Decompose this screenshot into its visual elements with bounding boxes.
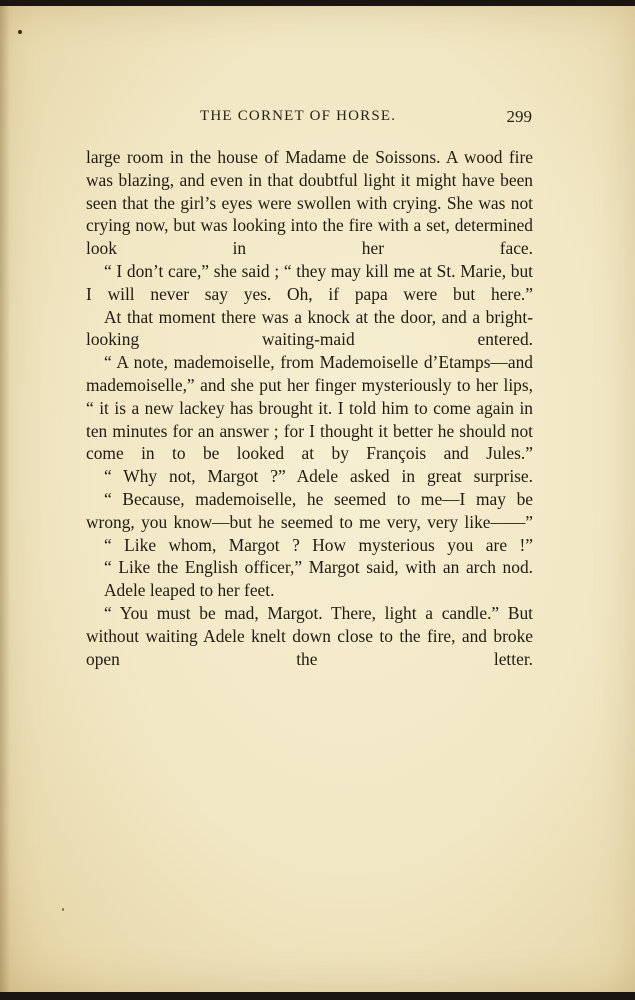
paragraph: Adele leaped to her feet. bbox=[104, 580, 275, 601]
paragraph: “ A note, mademoiselle, from Mademoiselle d’Etamps—and mademoiselle,” and she put her finger mysteriously to her lips, “ it is a new lackey has brought it. I told him to come again in ten minutes for an answer ; for I thought it better he should not come in to be looked at by François and Jules.” bbox=[86, 352, 533, 464]
paper-speck bbox=[62, 908, 64, 911]
paragraph: “ Like the English officer,” Margot said, with an arch nod. bbox=[104, 557, 533, 578]
running-head: THE CORNET OF HORSE. bbox=[200, 108, 397, 124]
body-text bbox=[86, 146, 533, 670]
paragraph: “ Why not, Margot ?” Adele asked in great surprise. bbox=[104, 466, 533, 487]
paragraph: “ You must be mad, Margot. There, light a candle.” But without waiting Adele knelt down close to the fire, and broke open the letter. bbox=[86, 602, 533, 669]
book-page bbox=[0, 6, 635, 992]
page-header bbox=[86, 108, 532, 132]
paragraph: “ Because, mademoiselle, he seemed to me—I may be wrong, you know—but he seemed to me very, very like——” bbox=[86, 488, 533, 532]
paragraph: large room in the house of Madame de Soissons. A wood fire was blazing, and even in that doubtful light it might have been seen that the girl’s eyes were swollen with crying. She was not crying now, but was looking into the fire with a set, determined look in her face. bbox=[86, 147, 533, 259]
paragraph: “ Like whom, Margot ? How mysterious you are !” bbox=[104, 534, 533, 555]
paper-speck bbox=[18, 30, 22, 34]
paragraph: “ I don’t care,” she said ; “ they may kill me at St. Marie, but I will never say yes. Oh, if papa were but here.” bbox=[86, 260, 533, 304]
page-spine-shadow bbox=[0, 6, 10, 992]
page-number: 299 bbox=[506, 107, 532, 126]
paragraph: At that moment there was a knock at the door, and a bright-looking waiting-maid entered. bbox=[86, 306, 533, 350]
